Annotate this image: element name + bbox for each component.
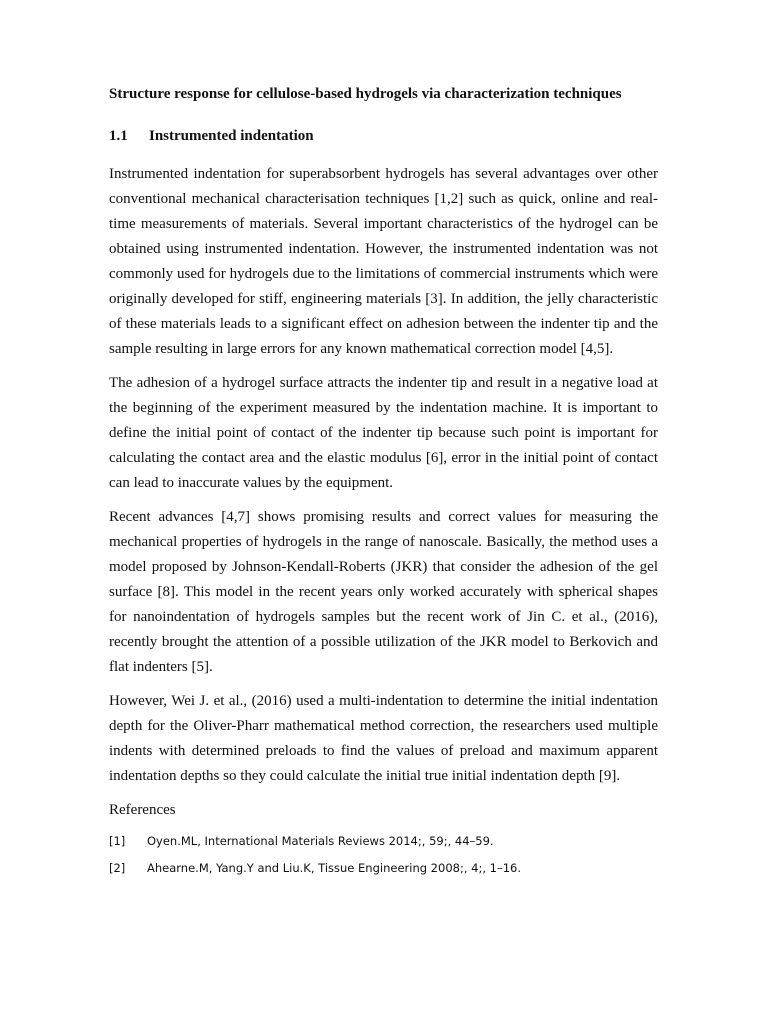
section-heading [109, 126, 658, 146]
reference-text: Oyen.ML, International Materials Reviews 2014;, 59;, 44–59. [147, 834, 494, 848]
reference-number: [1] [109, 834, 126, 848]
paragraph-3: Recent advances [4,7] shows promising results and correct values for measuring the mechanical properties of hydrogels in the range of nanoscale. Basically, the method uses a model proposed by Johnson-Kendall-Roberts (JKR) that consider the adhesion of the gel surface [8]. This model in the recent years only worked accurately with spherical shapes for nanoindentation of hydrogels samples but the recent work of Jin C. et al., (2016), recently brought the attention of a possible utilization of the JKR model to Berkovich and flat indenters [5]. [109, 509, 658, 675]
reference-item [109, 833, 658, 849]
reference-text: Ahearne.M, Yang.Y and Liu.K, Tissue Engineering 2008;, 4;, 1–16. [147, 861, 521, 875]
section-title: Instrumented indentation [149, 128, 314, 144]
paragraph-2: The adhesion of a hydrogel surface attracts the indenter tip and result in a negative load at the beginning of the experiment measured by the indentation machine. It is important to define the initial point of contact of the indenter tip because such point is important for calculating the contact area and the elastic modulus [6], error in the initial point of contact can lead to inaccurate values by the equipment. [109, 375, 658, 491]
paragraph-4: However, Wei J. et al., (2016) used a multi-indentation to determine the initial indentation depth for the Oliver-Pharr mathematical method correction, the researchers used multiple indents with determined preloads to find the values of preload and maximum apparent indentation depths so they could calculate the initial true initial indentation depth [9]. [109, 693, 658, 784]
document-title: Structure response for cellulose-based hydrogels via characterization techniques [109, 86, 622, 102]
section-number: 1.1 [109, 128, 128, 144]
reference-list [109, 833, 658, 876]
references-heading: References [109, 802, 176, 818]
document-content [109, 84, 658, 887]
paragraph-1: Instrumented indentation for superabsorbent hydrogels has several advantages over other conventional mechanical characterisation techniques [1,2] such as quick, online and real-time measurements of materials. Several important characteristics of the hydrogel can be obtained using instrumented indentation. However, the instrumented indentation was not commonly used for hydrogels due to the limitations of commercial instruments which were originally developed for stiff, engineering materials [3]. In addition, the jelly characteristic of these materials leads to a significant effect on adhesion between the indenter tip and the sample resulting in large errors for any known mathematical correction model [4,5]. [109, 166, 658, 357]
reference-item [109, 860, 658, 876]
reference-number: [2] [109, 861, 126, 875]
